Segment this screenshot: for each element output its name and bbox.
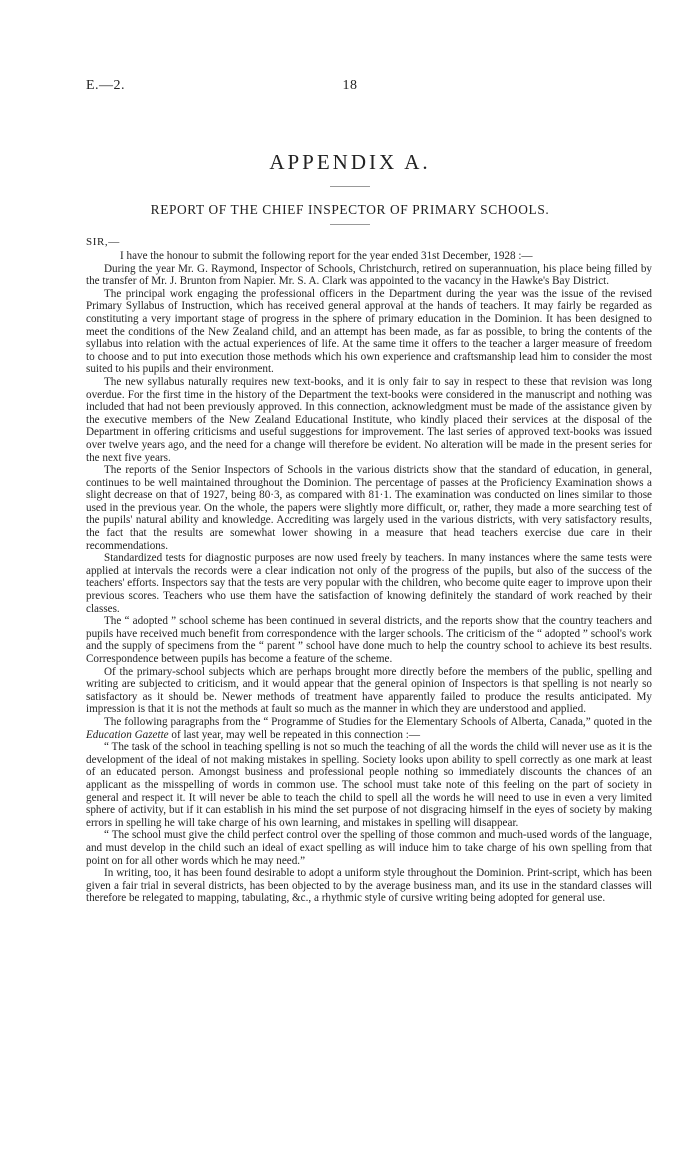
paragraph-proficiency: The reports of the Senior Inspectors of Schools in the various districts show that the standard of education, in general, continues to be well maintained throughout the Dominion. The percentage of passes at the Proficiency Examination shows a slight decrease on that of 1927, being 80·3, as compared with 81·1. The examination was conducted on lines similar to those used in the previous year. On the whole, the papers were slightly more difficult, or, rather, they made a more searching test of the pupils' natural ability and knowledge. Accrediting was largely used in the various districts, with very satisfactory results, the fact that the results are somewhat lower showing in a measure that head teachers exercise due care in their recommendations. <box>86 464 652 552</box>
report-code: E.—2. <box>86 78 126 93</box>
salutation: SIR,— <box>86 236 120 248</box>
subtitle-divider <box>330 224 370 225</box>
page-title: APPENDIX A. <box>269 150 431 174</box>
paragraph-opening: I have the honour to submit the following report for the year ended 31st December, 1928 :— <box>120 250 533 262</box>
paragraph-adopted-schools: The “ adopted ” school scheme has been continued in several districts, and the reports show that the country teachers and pupils have received much benefit from correspondence with the larger schools. The criticism of the “ adopted ” school's work and the supply of specimens from the “ parent ” school have done much to help the country school to achieve its best results. Correspondence between pupils has become a feature of the scheme. <box>86 615 652 665</box>
paragraph-standardized-tests: Standardized tests for diagnostic purposes are now used freely by teachers. In many instances where the same tests were applied at intervals the records were a clear indication not only of the progress of the pupils, but also of the success of the teachers' efforts. Inspectors say that the tests are very popular with the children, who become quite eager to improve upon their previous scores. Teachers who use them have the satisfaction of knowing definitely the standard of work reached by their classes. <box>86 552 652 615</box>
alberta-after: of last year, may well be repeated in this connection :— <box>168 728 420 741</box>
paragraph-staff-changes: During the year Mr. G. Raymond, Inspector of Schools, Christchurch, retired on superannuation, his place being filled by the transfer of Mr. J. Brunton from Napier. Mr. S. A. Clark was appointed to the vacancy in the Hawke's Bay District. <box>86 262 652 288</box>
education-gazette-title: Education Gazette <box>86 728 169 741</box>
report-body <box>86 250 652 905</box>
alberta-before: The following paragraphs from the “ Programme of Studies for the Elementary Schools of Alberta, Canada,” quoted in the <box>104 715 652 728</box>
paragraph-syllabus: The principal work engaging the professional officers in the Department during the year was the issue of the revised Primary Syllabus of Instruction, which has received general approval at the hands of teachers. It may fairly be regarded as constituting a very important stage of progress in the sphere of primary education in the Dominion. It has been designed to meet the conditions of the New Zealand child, and an attempt has been made, as far as possible, to bring the contents of the syllabus into relation with the actual experiences of life. At the same time it offers to the teacher a larger measure of freedom to choose and to put into execution those methods which his own experience and craftsmanship lead him to consider the most suited to his pupils and their environment. <box>86 287 652 376</box>
paragraph-spelling-writing: Of the primary-school subjects which are perhaps brought more directly before the members of the public, spelling and writing are subjected to criticism, and it would appear that the general opinion of Inspectors is that spelling is not nearly so satisfactory as it should be. Newer methods of treatment have apparently failed to produce the results anticipated. My impression is that it is not the methods at fault so much as the manner in which they are understood and applied. <box>86 665 652 716</box>
title-divider <box>330 186 370 187</box>
paragraph-text-books: The new syllabus naturally requires new text-books, and it is only fair to say in respect to these that revision was long overdue. For the first time in the history of the Department the text-books were considered in the manuscript and nothing was included that had not been previously approved. In this connection, acknowledgment must be made of the assistance given by the executive members of the New Zealand Educational Institute, who kindly placed their services at the disposal of the Department in offering criticisms and useful suggestions for improvement. The last series of approved text-books was issued over twelve years ago, and the need for a change will therefore be evident. No alteration will be made in the present series for the next five years. <box>86 375 652 464</box>
paragraph-alberta <box>86 716 652 741</box>
paragraph-handwriting: In writing, too, it has been found desirable to adopt a uniform style throughout the Dominion. Print-script, which has been given a fair trial in several districts, has been objected to by the average business man, and its use in the standard classes will therefore be relegated to mapping, tabulating, &c., a rhythmic style of cursive writing being adopted for general use. <box>86 867 652 905</box>
quote-task-of-school: “ The task of the school in teaching spelling is not so much the teaching of all the words the child will never use as it is the development of the ideal of not making mistakes in spelling. Society looks upon ability to spell correctly as one mark at least of an educated person. Amongst business and professional people nothing so immediately discounts the chances of an applicant as the misspelling of words in common use. The school must take note of this feeling on the part of society in general and respect it. It will never be able to teach the child to spell all the words he will need to use in even a very limited sphere of activity, but if it can establish in his mind the set purpose of not disgracing himself in the eyes of society by making errors in spelling he will take charge of his own learning, and mistakes in spelling will disappear. <box>86 741 652 829</box>
report-subtitle: REPORT OF THE CHIEF INSPECTOR OF PRIMARY SCHOOLS. <box>150 202 550 217</box>
quote-perfect-control: “ The school must give the child perfect control over the spelling of those common and much-used words of the language, and must develop in the child such an ideal of exact spelling as will induce him to take charge of his own spelling from that point on for all other words which he may need.” <box>86 829 652 867</box>
page-number: 18 <box>342 78 358 93</box>
